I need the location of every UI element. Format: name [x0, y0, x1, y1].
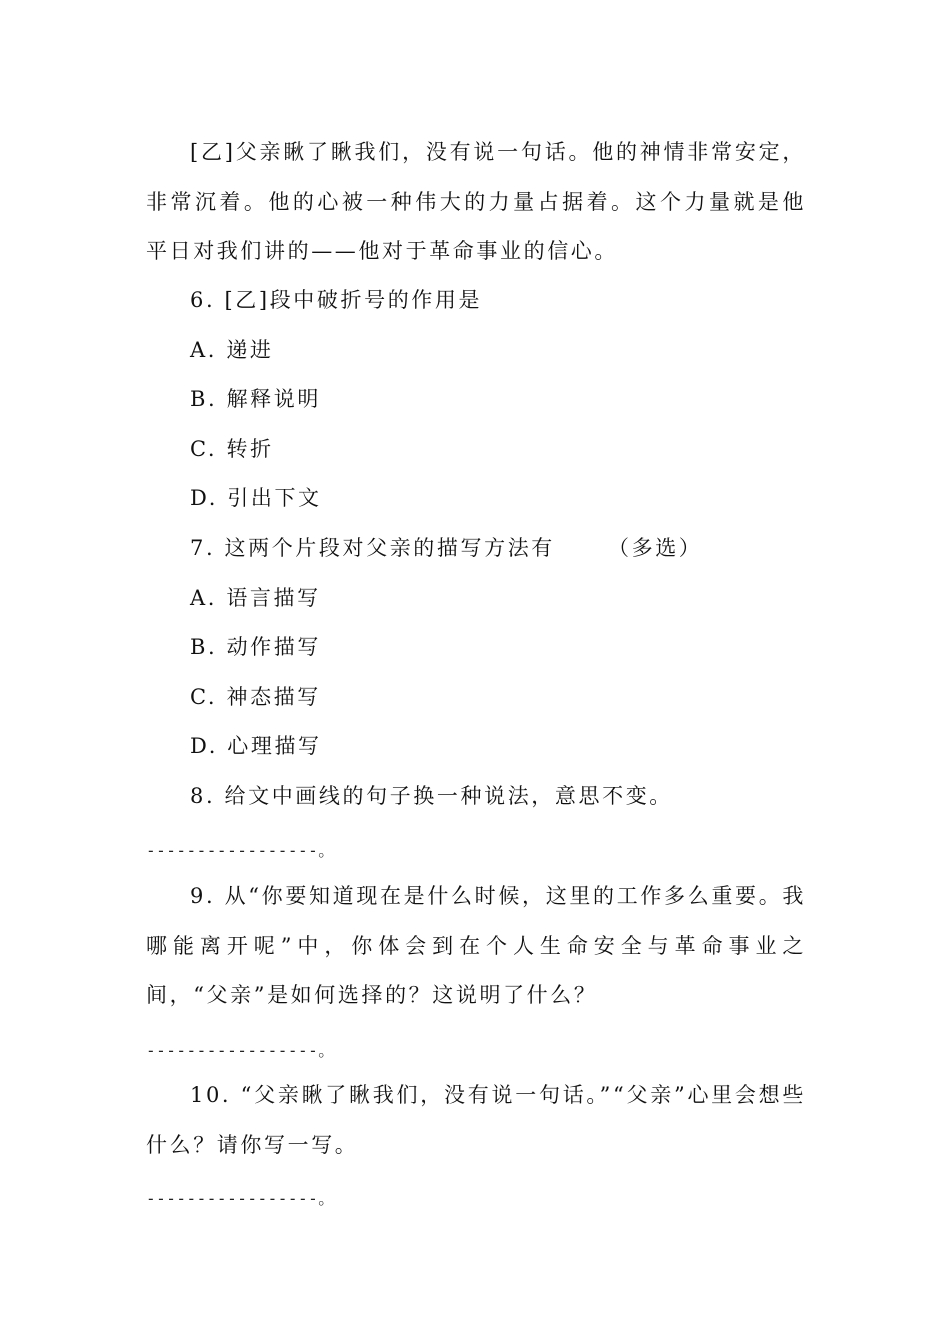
q7-stem: 7. 这两个片段对父亲的描写方法有 — [190, 536, 555, 560]
q6-option-c: C. 转折 — [190, 437, 274, 461]
q8-answer-blank: -----------------。 — [146, 841, 335, 860]
q6-stem: 6. [乙]段中破折号的作用是 — [190, 288, 483, 312]
q10-answer-blank: -----------------。 — [146, 1189, 335, 1208]
q6-option-b: B. 解释说明 — [190, 387, 321, 411]
q9-stem: 9. 从“你要知道现在是什么时候，这里的工作多么重要。我哪能离开呢”中，你体会到在个人生命安全与革命事业之间，“父亲”是如何选择的？这说明了什么？ — [146, 884, 806, 1007]
q8-stem: 8. 给文中画线的句子换一种说法，意思不变。 — [190, 784, 673, 808]
q7-option-b: B. 动作描写 — [190, 635, 321, 659]
q10-stem: 10. “父亲瞅了瞅我们，没有说一句话。”“父亲”心里会想些什么？请你写一写。 — [146, 1083, 806, 1157]
passage-paragraph: [乙]父亲瞅了瞅我们，没有说一句话。他的神情非常安定，非常沉着。他的心被一种伟大的力量占据着。这个力量就是他平日对我们讲的——他对于革命事业的信心。 — [146, 140, 806, 263]
q7-option-d: D. 心理描写 — [190, 734, 322, 758]
q6-option-a: A. 递进 — [190, 338, 274, 362]
q6-option-d: D. 引出下文 — [190, 486, 322, 510]
q7-multi-select-note: （多选） — [608, 536, 703, 560]
q9-answer-blank: -----------------。 — [146, 1041, 335, 1060]
q7-option-c: C. 神态描写 — [190, 685, 321, 709]
q7-option-a: A. 语言描写 — [190, 586, 321, 610]
